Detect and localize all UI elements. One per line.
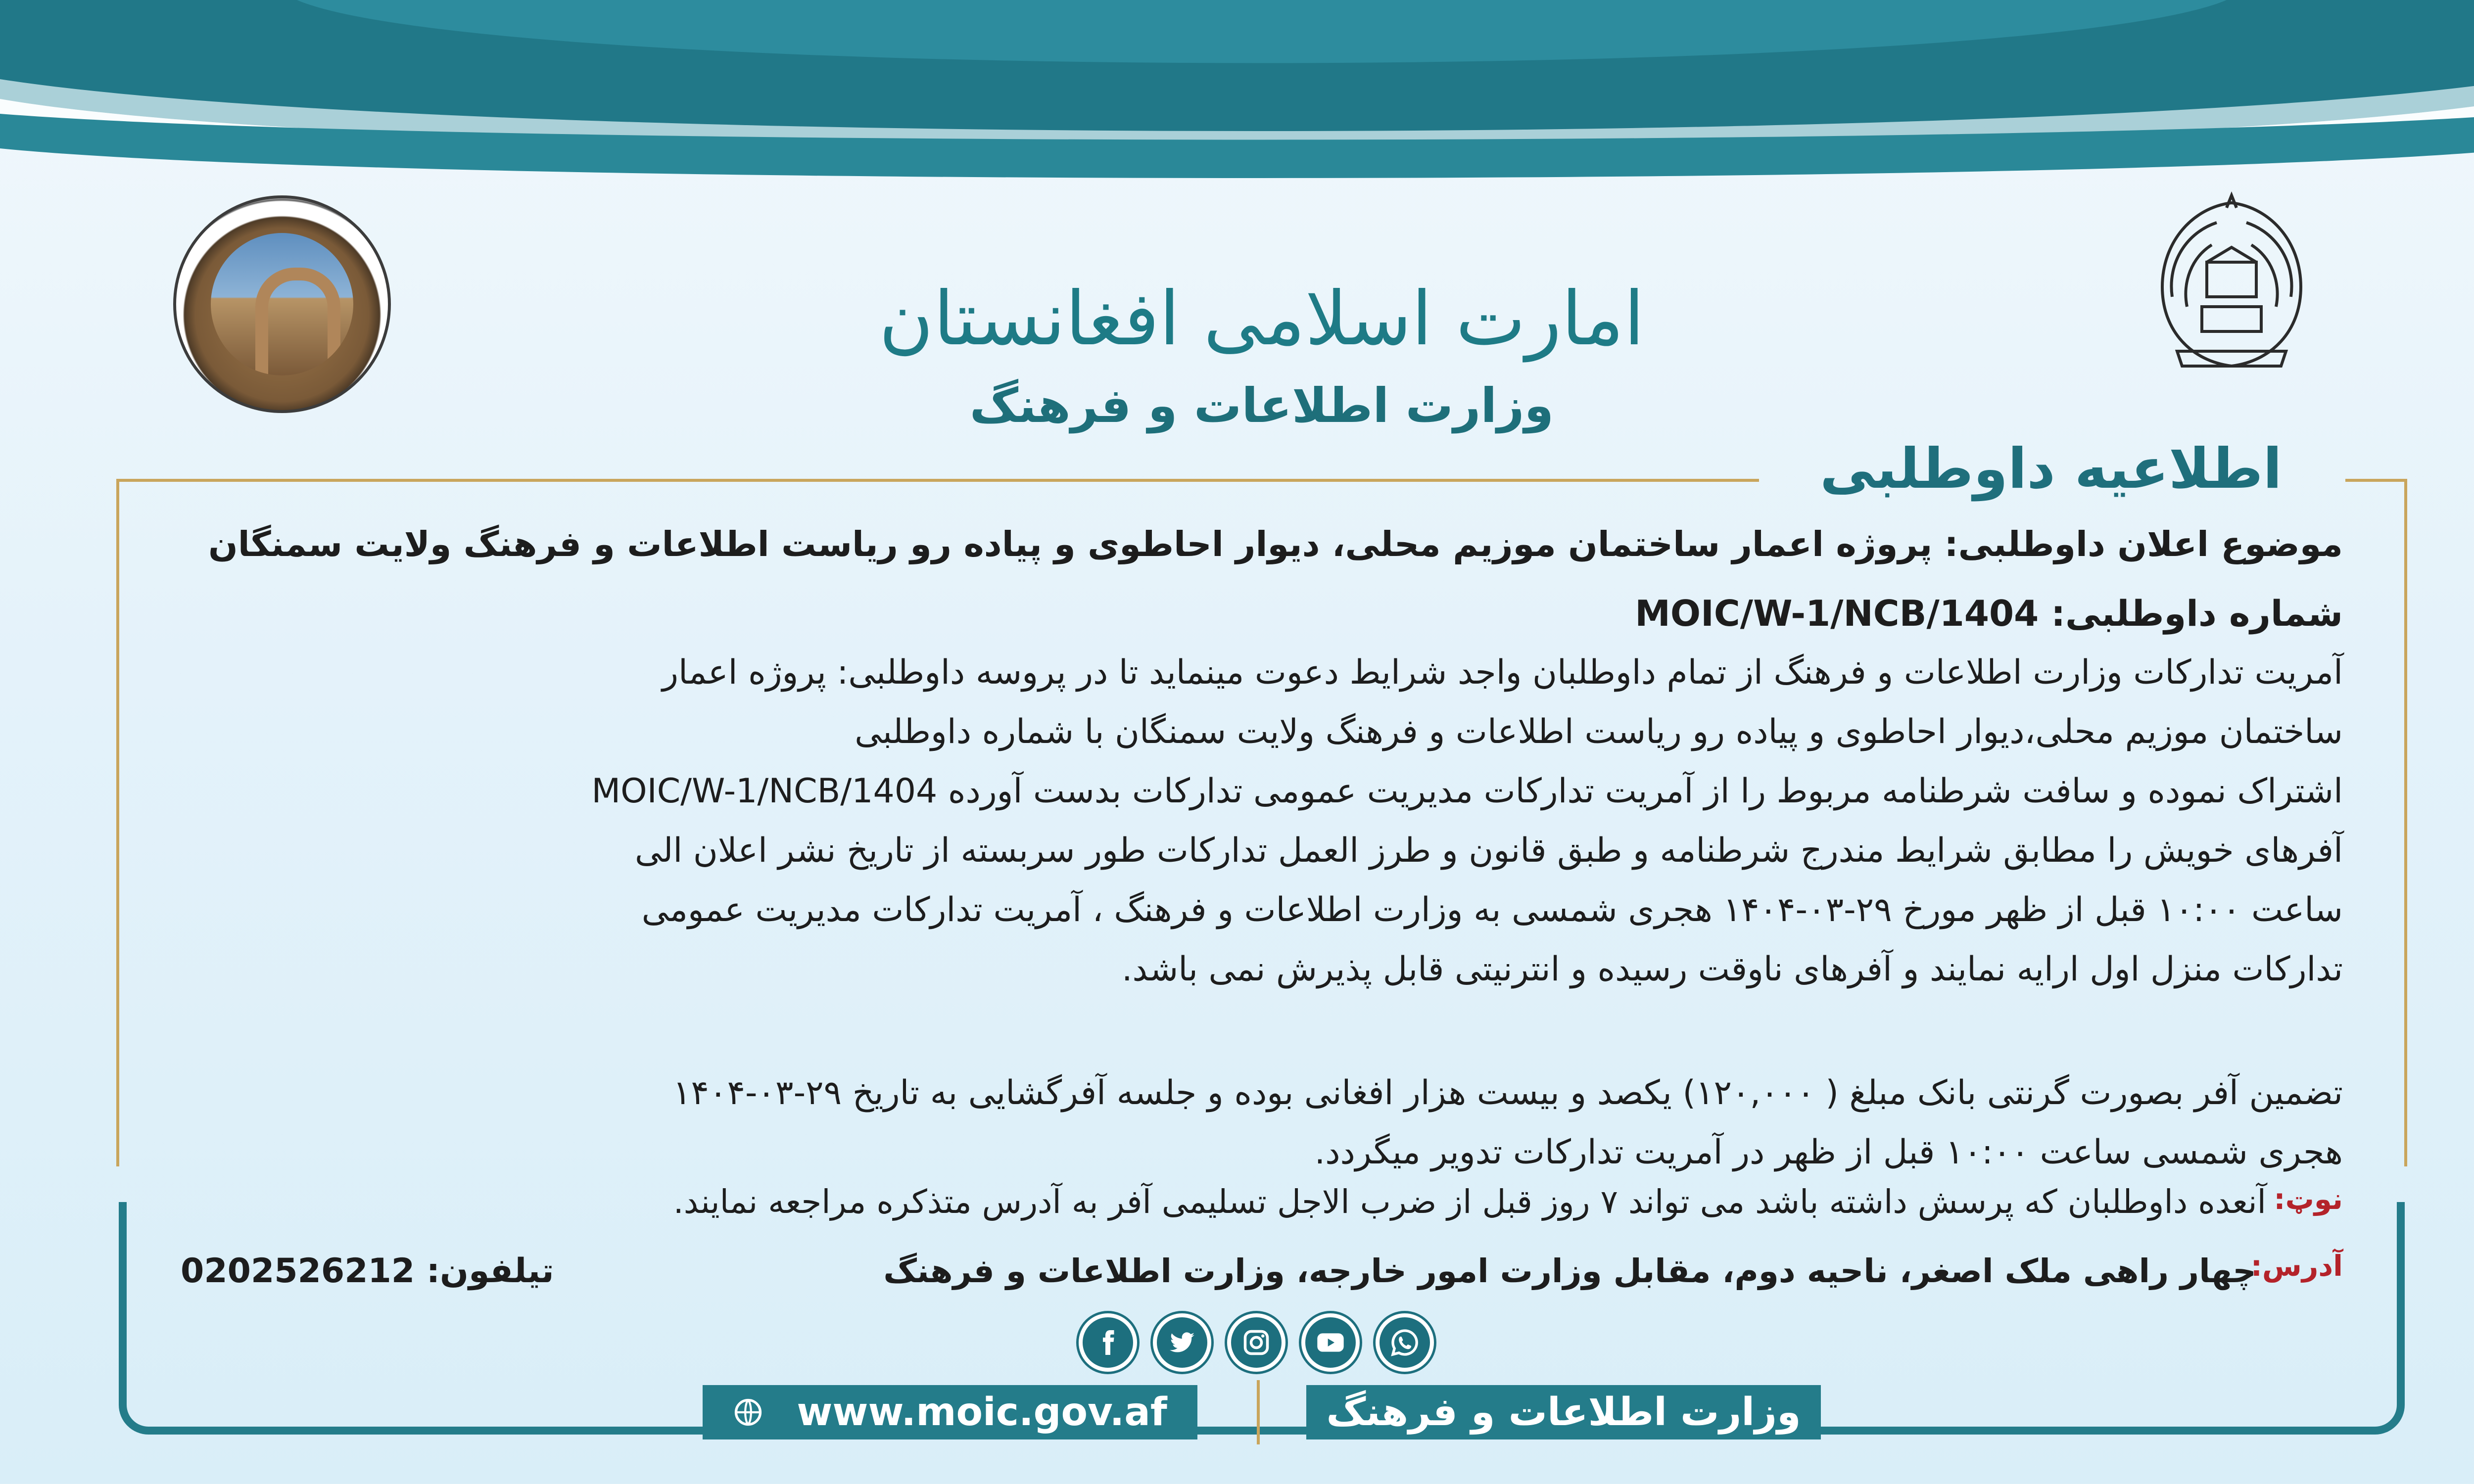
- body-line-1: آمریت تدارکات وزارت اطلاعات و فرهنگ از تمام داوطلبان واجد شرایط دعوت مینماید تا در پروسه داوطلبی: پروژه اعمار: [662, 653, 2343, 692]
- islamic-emirate-emblem-icon: [2133, 188, 2331, 396]
- frame-left-line: [116, 479, 119, 1166]
- instagram-icon[interactable]: [1227, 1313, 1285, 1372]
- footer-divider: [1257, 1380, 1260, 1444]
- facebook-icon[interactable]: [1079, 1313, 1137, 1372]
- guarantee-line-2: هجری شمسی ساعت ۱۰:۰۰ قبل از ظهر در آمریت تدارکات تدویر میگردد.: [1314, 1133, 2343, 1172]
- body-line-3: MOIC/W-1/NCB/1404 اشتراک نموده و سافت شرطنامه مربوط را از آمریت تدارکات مدیریت عمومی تدارکات بدست آورده: [591, 772, 2343, 811]
- islamic-emirate-calligraphy-title: امارت اسلامی افغانستان: [879, 276, 1645, 362]
- samangan-seal-logo: [173, 195, 391, 413]
- website-bar[interactable]: [703, 1385, 1197, 1439]
- subject-line: موضوع اعلان داوطلبی: پروژه اعمار ساختمان موزیم محلی، دیوار احاطوی و پیاده رو ریاست اطلاعات و فرهنگ ولایت سمنگان: [208, 524, 2343, 564]
- phone-text: تیلفون: 0202526212: [181, 1252, 554, 1291]
- body-line-4: آفرهای خویش را مطابق شرایط مندرج شرطنامه و طبق قانون و طرز العمل تدارکات طور سربسته از تاریخ نشر اعلان الی: [634, 831, 2343, 870]
- header-waves: [0, 0, 2474, 188]
- frame-top-line-right: [2345, 479, 2407, 482]
- body-line-6: تدارکات منزل اول ارایه نمایند و آفرهای ناوقت رسیده و انترنیتی قابل پذیرش نمی باشد.: [1121, 950, 2343, 989]
- ministry-title: وزارت اطلاعات و فرهنگ: [969, 378, 1554, 433]
- note-text: آنعده داوطلبان که پرسش داشته باشد می تواند ۷ روز قبل از ضرب الاجل تسلیمی آفر به آدرس متذکره مراجعه نمایند.: [673, 1183, 2266, 1221]
- whatsapp-icon[interactable]: [1376, 1313, 1434, 1372]
- tender-number-line: شماره داوطلبی: MOIC/W-1/NCB/1404: [1635, 593, 2343, 634]
- globe-icon: [733, 1388, 763, 1442]
- youtube-icon[interactable]: [1301, 1313, 1360, 1372]
- note-label: نوټ:: [2274, 1182, 2343, 1216]
- twitter-icon[interactable]: [1153, 1313, 1211, 1372]
- body-line-2: ساختمان موزیم محلی،دیوار احاطوی و پیاده رو ریاست اطلاعات و فرهنگ ولایت سمنگان با شماره داوطلبی: [855, 712, 2343, 751]
- seal-arch-shape: [255, 268, 340, 375]
- frame-right-line: [2404, 479, 2407, 1166]
- address-label: آدرس:: [2250, 1249, 2343, 1283]
- notice-heading: اطلاعیه داوطلبی: [1820, 437, 2282, 501]
- website-link[interactable]: www.moic.gov.af: [797, 1390, 1167, 1435]
- address-text: چهار راهی ملک اصغر، ناحیه دوم، مقابل وزارت امور خارجه، وزارت اطلاعات و فرهنگ: [883, 1252, 2256, 1290]
- ministry-footer-bar: وزارت اطلاعات و فرهنگ: [1306, 1385, 1821, 1439]
- seal-landscape-image: [211, 233, 353, 375]
- body-line-5: ساعت ۱۰:۰۰ قبل از ظهر مورخ ۲۹-۰۳-۱۴۰۴ هجری شمسی به وزارت اطلاعات و فرهنگ ، آمریت تدارکات مدیریت عمومی: [641, 890, 2343, 929]
- frame-top-line-left: [116, 479, 1759, 482]
- guarantee-line-1: تضمین آفر بصورت گرنتی بانک مبلغ ( ۱۲۰,۰۰۰) یکصد و بیست هزار افغانی بوده و جلسه آفرگشایی به تاریخ ۲۹-۰۳-۱۴۰۴: [672, 1073, 2343, 1113]
